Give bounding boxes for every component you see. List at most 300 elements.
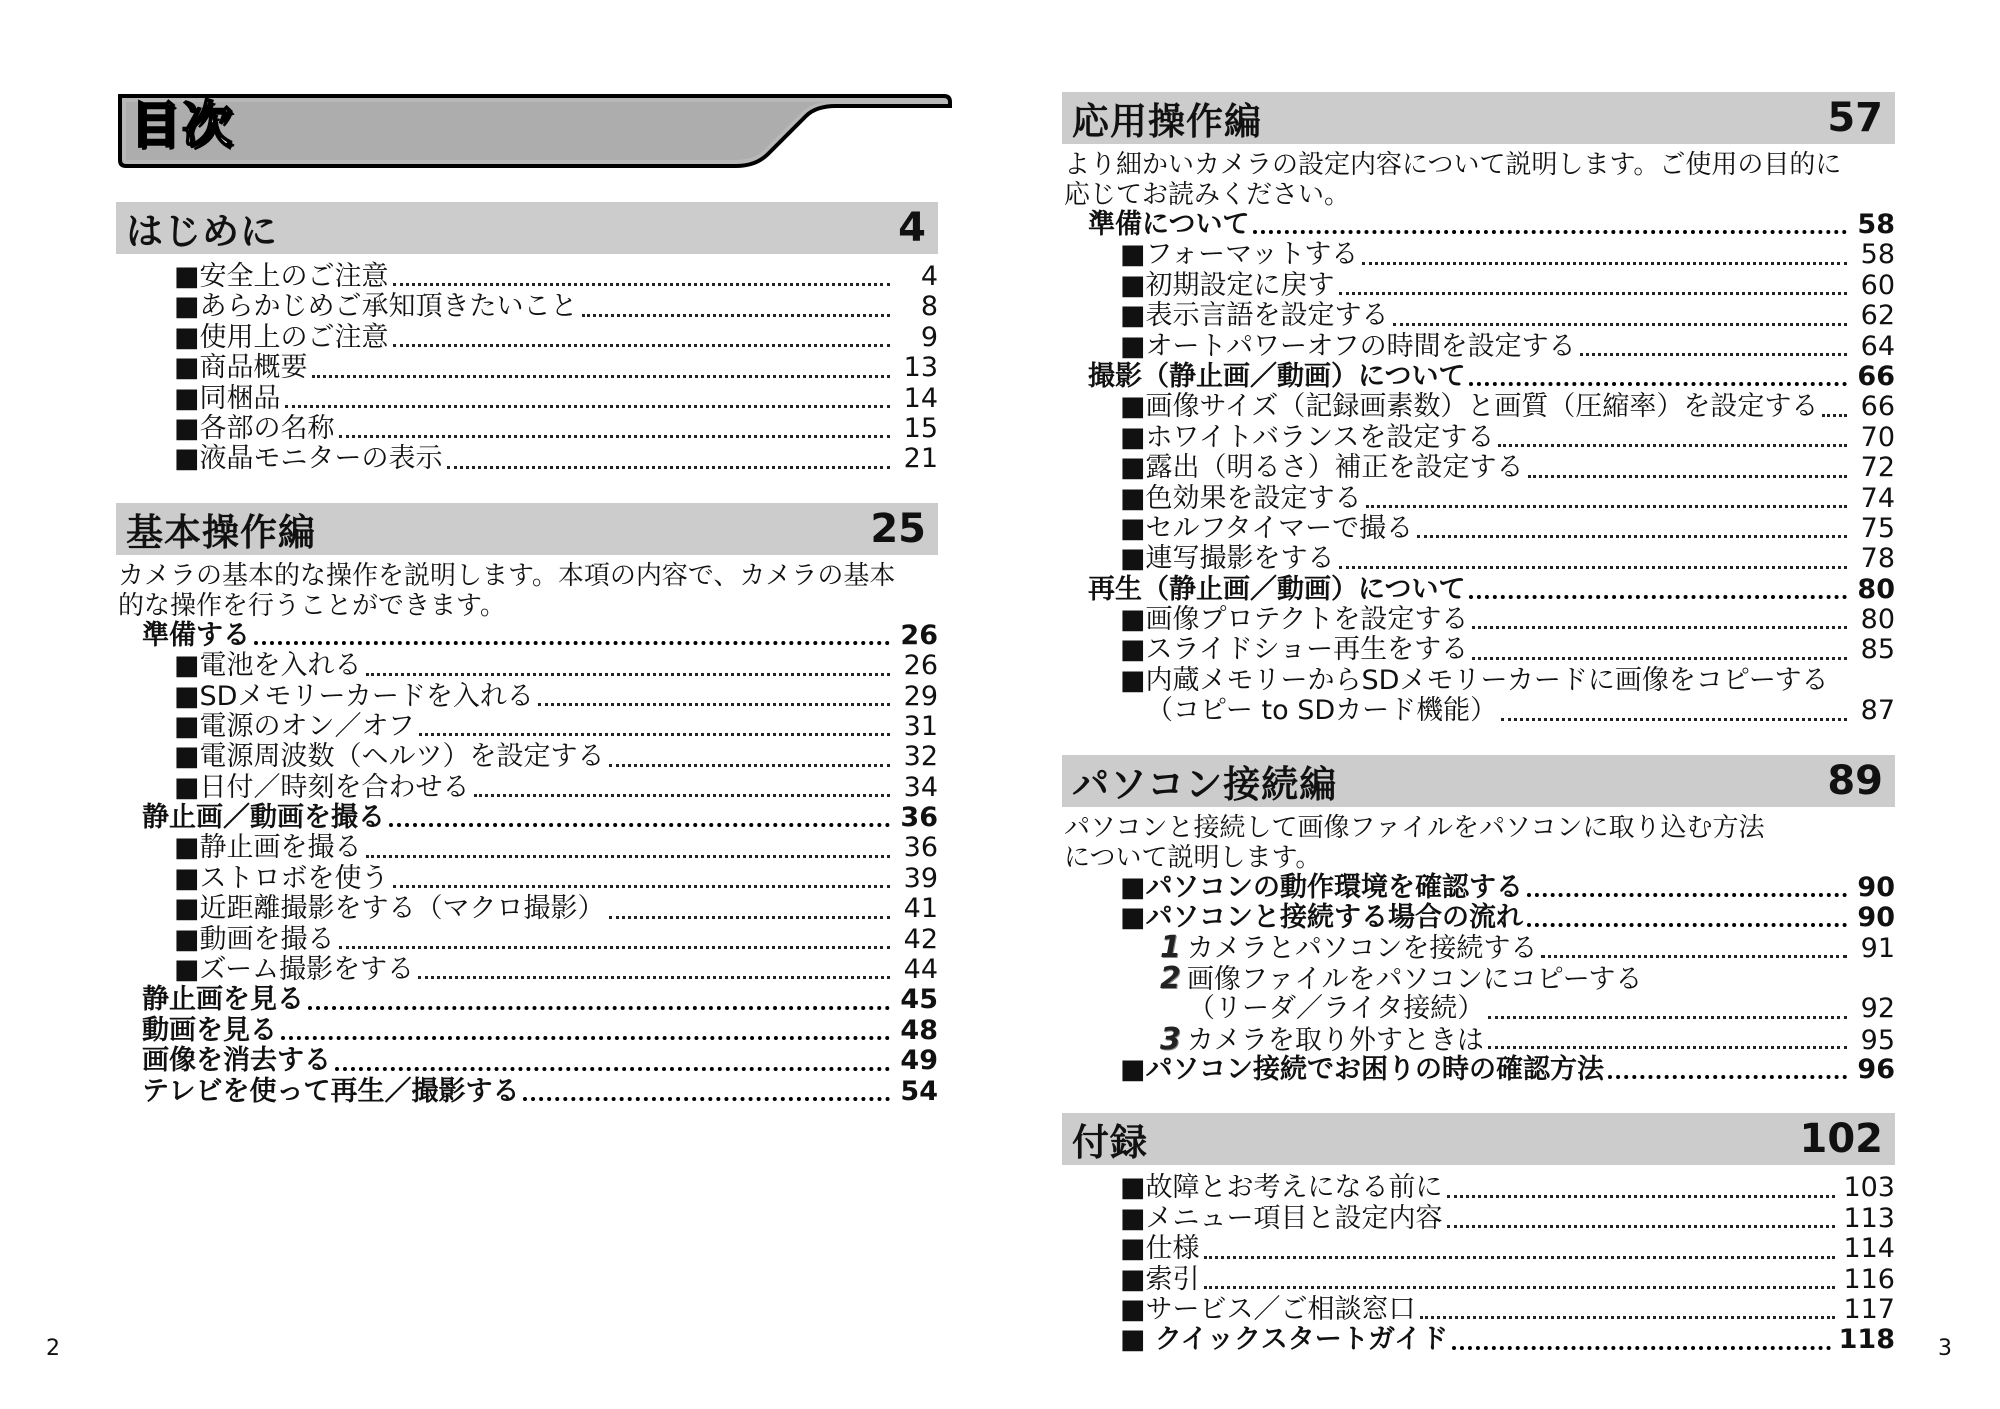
toc-row[interactable] [116,864,938,894]
toc-text: ■表示言語を設定する [1120,300,1389,332]
section-header-hajimeni [116,202,938,254]
toc-text: カメラとパソコンを接続する [1186,933,1538,965]
leader-dots [447,458,890,469]
toc-text: ■索引 [1120,1263,1200,1295]
toc-text: ■液晶モニターの表示 [174,443,443,475]
toc-group-row[interactable] [116,1046,938,1076]
toc-page: 116 [1843,1263,1895,1295]
toc-row[interactable] [1062,903,1895,933]
toc-text: ■ストロボを使う [174,862,389,894]
toc-label [1188,994,1484,1024]
toc-text: （リーダ／ライタ接続） [1188,993,1485,1025]
toc-page: 36 [903,832,938,864]
toc-row[interactable] [116,651,938,681]
toc-row[interactable] [1062,605,1895,635]
toc-text: 再生（静止画／動画）について [1088,573,1466,605]
toc-row[interactable] [116,384,938,414]
toc-text: 静止画／動画を撮る [142,802,385,834]
toc-row[interactable] [1062,271,1895,301]
toc-label [174,262,389,292]
step-number-icon: 3 [1160,1021,1181,1057]
toc-row[interactable] [1062,301,1895,331]
section-title: 基本操作編 [126,510,316,554]
toc-text: ■商品概要 [174,352,308,384]
toc-label [1120,271,1335,301]
toc-row[interactable] [1062,873,1895,903]
toc-row[interactable] [116,323,938,353]
page-number-left: 2 [46,1336,60,1361]
toc-row[interactable] [1062,484,1895,514]
toc-page: 113 [1843,1202,1895,1234]
section-header-kihon [116,503,938,555]
toc-label [1120,1265,1200,1295]
section-page: 57 [1827,95,1883,141]
section-items [1062,1173,1895,1355]
toc-page: 117 [1843,1293,1895,1325]
toc-text: ■同梱品 [174,382,281,414]
toc-text: ■メニュー項目と設定内容 [1120,1202,1443,1234]
toc-label [1120,514,1413,544]
toc-label [1120,1173,1443,1203]
toc-label [1088,210,1249,240]
toc-group-row[interactable] [116,985,938,1015]
leader-dots [1339,558,1847,569]
toc-page: 36 [900,802,938,834]
toc-row[interactable] [1062,332,1895,362]
section-groups [1062,210,1895,696]
section-page: 4 [898,205,926,251]
toc-text: 静止画を見る [142,984,304,1016]
toc-text: ■パソコンの動作環境を確認する [1120,871,1523,903]
toc-page: 60 [1860,269,1895,301]
toc-page: 74 [1860,482,1895,514]
toc-text: 画像ファイルをパソコンにコピーする [1186,963,1643,995]
toc-row[interactable] [116,292,938,322]
toc-text: ■スライドショー再生をする [1120,634,1469,666]
leader-dots [1528,467,1847,478]
toc-label [1120,453,1524,483]
leader-dots [1253,222,1847,234]
leader-dots [254,633,890,645]
toc-row[interactable] [1062,1265,1895,1295]
leader-dots [285,397,890,408]
section-intro [116,561,938,621]
toc-text: ■ クイックスタートガイド [1120,1324,1449,1356]
toc-row[interactable] [1062,1055,1895,1085]
toc-step-row[interactable] [1062,1021,1895,1057]
toc-row[interactable] [116,444,938,474]
section-title: パソコン接続編 [1072,762,1338,806]
toc-page: 26 [900,619,938,651]
toc-label [174,414,335,444]
toc-text: ■画像プロテクトを設定する [1120,604,1469,636]
leader-dots [419,725,890,736]
leader-dots [1204,1248,1836,1259]
toc-label [1120,635,1468,665]
toc-row[interactable] [1062,1204,1895,1234]
leader-dots [335,1059,890,1071]
leader-dots [538,695,890,706]
leader-dots [1366,497,1847,508]
toc-page: 72 [1860,452,1895,484]
section-intro [1062,813,1895,873]
leader-dots [393,336,890,347]
toc-page: 31 [903,710,938,742]
section-groups [116,621,938,1107]
toc-label [1088,362,1465,392]
toc-text: ■SDメモリーカードを入れる [174,680,534,712]
intro-line: パソコンと接続して画像ファイルをパソコンに取り込む方法 [1064,812,1765,843]
leader-dots [281,1028,890,1040]
toc-page: 96 [1857,1053,1895,1085]
toc-text: ■色効果を設定する [1120,482,1362,514]
section-page: 25 [870,505,926,552]
toc-text: ■故障とお考えになる前に [1120,1172,1443,1204]
section-title: 付録 [1072,1121,1148,1165]
leader-dots [1469,374,1847,386]
toc-text: 画像を消去する [142,1045,331,1077]
toc-label [1120,1204,1443,1234]
toc-page: 42 [903,923,938,955]
toc-label [142,803,385,833]
toc-label [174,742,605,772]
toc-label [174,444,443,474]
toc-page: 13 [903,352,938,384]
toc-text: 撮影（静止画／動画）について [1088,360,1466,392]
toc-page: 21 [903,443,938,475]
toc-text: ■連写撮影をする [1120,543,1335,575]
toc-page: 29 [903,680,938,712]
toc-text: ■オートパワーオフの時間を設定する [1120,330,1576,362]
toc-text: 動画を見る [142,1014,277,1046]
toc-group-row[interactable] [116,803,938,833]
toc-page: 44 [903,954,938,986]
toc-page: 118 [1838,1324,1895,1356]
leader-dots [1420,1308,1836,1319]
toc-page: 48 [900,1014,938,1046]
section-page: 102 [1799,1116,1883,1163]
toc-text: ■セルフタイマーで撮る [1120,512,1414,544]
leader-dots [1488,1008,1847,1019]
toc-text: ■日付／時刻を合わせる [174,771,470,803]
toc-label [174,773,470,803]
toc-label [1120,544,1335,574]
leader-dots [1498,436,1847,447]
leader-dots [366,665,890,676]
toc-label [1120,1055,1604,1085]
step-number-icon: 1 [1160,930,1181,966]
toc-text: ■使用上のご注意 [174,321,389,353]
toc-label [1120,240,1358,270]
leader-dots [1362,254,1847,265]
leader-dots [1447,1217,1836,1228]
toc-label [1120,1295,1416,1325]
toc-text: 準備する [142,619,250,651]
toc-text: ■パソコンと接続する場合の流れ [1120,902,1523,934]
toc-label [1120,484,1362,514]
toc-row[interactable] [1062,1295,1895,1325]
toc-label [142,985,304,1015]
toc-page: 34 [903,771,938,803]
section-header-pasokon [1062,755,1895,807]
title-banner-shape [116,92,952,172]
toc-text: ■ズーム撮影をする [174,954,415,986]
leader-dots [366,847,890,858]
toc-row[interactable] [116,894,938,924]
toc-row[interactable] [1062,453,1895,483]
toc-page: 45 [900,984,938,1016]
toc-label [174,833,362,863]
toc-row[interactable] [116,773,938,803]
toc-label [174,384,281,414]
toc-page: 90 [1857,902,1895,934]
leader-dots [1472,649,1847,660]
toc-row[interactable] [116,833,938,863]
leader-dots [1501,710,1847,721]
toc-text: ■仕様 [1120,1233,1200,1265]
intro-line: より細かいカメラの設定内容について説明します。ご使用の目的に [1064,150,1842,180]
toc-row[interactable] [116,682,938,712]
section-page: 89 [1827,757,1883,804]
step-number-icon: 2 [1160,960,1181,996]
toc-page: 75 [1860,512,1895,544]
toc-page: 78 [1860,543,1895,575]
toc-row[interactable] [1062,1173,1895,1203]
toc-label [1120,666,1828,696]
toc-label [174,894,605,924]
toc-row[interactable] [1062,392,1895,422]
leader-dots [1608,1067,1847,1079]
toc-label [174,353,308,383]
toc-label [1120,332,1576,362]
toc-label [142,1046,331,1076]
toc-row[interactable] [1062,423,1895,453]
toc-label [1160,1021,1484,1057]
toc-text: ■内蔵メモリーからSDメモリーカードに画像をコピーする [1120,664,1829,696]
toc-group-row[interactable] [116,1016,938,1046]
toc-page: 8 [920,291,938,323]
toc-page: 62 [1860,300,1895,332]
toc-label [1160,960,1643,996]
leader-dots [523,1089,890,1101]
toc-row[interactable] [1062,635,1895,665]
section-items [1062,873,1895,1086]
leader-dots [1417,527,1847,538]
toc-page: 92 [1860,993,1895,1025]
toc-page: 41 [903,893,938,925]
toc-text: ■各部の名称 [174,412,335,444]
intro-line: 的な操作を行うことができます。 [118,590,506,621]
section-header-furoku [1062,1113,1895,1165]
right-column [1062,92,1895,1356]
leader-dots [339,938,890,949]
section-title: はじめに [126,210,278,253]
toc-label [1120,1234,1200,1264]
leader-dots [393,275,890,286]
toc-label [1120,873,1523,903]
page-number-right: 3 [1938,1336,1952,1361]
toc-text: ■フォーマットする [1120,239,1359,271]
toc-text: ■動画を撮る [174,923,335,955]
toc-label [1160,930,1538,966]
toc-page: 54 [900,1075,938,1107]
toc-text: テレビを使って再生／撮影する [142,1075,520,1107]
toc-label [174,682,534,712]
toc-text: カメラを取り外すときは [1186,1024,1484,1056]
toc-page: 66 [1860,391,1895,423]
toc-label [174,955,414,985]
toc-group-row[interactable] [1062,210,1895,240]
leader-dots [1527,885,1847,897]
leader-dots [1527,915,1847,927]
toc-label [142,621,250,651]
toc-step-row[interactable] [1062,960,1895,996]
toc-page: 95 [1860,1024,1895,1056]
intro-line: 応じてお読みください。 [1064,180,1351,210]
toc-text: 準備について [1088,209,1250,240]
toc-text: ■ホワイトバランスを設定する [1120,421,1495,453]
toc-label [174,323,389,353]
leader-dots [308,998,890,1010]
toc-page: 103 [1843,1172,1895,1204]
leader-dots [389,815,890,827]
toc-page: 87 [1860,695,1895,727]
leader-dots [609,756,890,767]
toc-page: 4 [920,261,938,292]
toc-row[interactable] [1062,1234,1895,1264]
toc-page: 15 [903,412,938,444]
leader-dots [1204,1278,1836,1289]
toc-page: 14 [903,382,938,414]
leader-dots [418,968,890,979]
toc-label [174,712,415,742]
toc-page: 26 [903,650,938,682]
toc-label [1120,301,1389,331]
toc-row[interactable] [1062,514,1895,544]
toc-label [1120,903,1523,933]
section-intro [1062,150,1895,210]
toc-step-row[interactable] [1062,930,1895,966]
toc-label [1120,1325,1448,1355]
toc-page: 58 [1857,209,1895,240]
leader-dots [1541,947,1847,958]
toc-group-row[interactable] [1062,575,1895,605]
toc-text: ■電源周波数（ヘルツ）を設定する [174,741,605,773]
toc-label [174,925,335,955]
toc-row[interactable] [1062,544,1895,574]
toc-label [174,864,389,894]
toc-row[interactable] [116,925,938,955]
toc-row[interactable] [1062,240,1895,270]
toc-page: 66 [1857,360,1895,392]
leader-dots [393,877,890,888]
toc-page: 90 [1857,871,1895,903]
toc-row[interactable] [1062,666,1895,696]
toc-page: 64 [1860,330,1895,362]
toc-page: 85 [1860,634,1895,666]
leader-dots [474,786,890,797]
leader-dots [582,306,890,317]
leader-dots [609,908,890,919]
leader-dots [1646,980,1847,988]
leader-dots [1393,315,1847,326]
leader-dots [1832,682,1847,690]
leader-dots [312,367,890,378]
toc-row[interactable] [116,353,938,383]
toc-page: 114 [1843,1233,1895,1265]
leader-dots [1488,1038,1847,1049]
toc-label [1120,423,1494,453]
toc-label [1120,392,1818,422]
toc-text: ■露出（明るさ）補正を設定する [1120,452,1524,484]
leader-dots [1447,1187,1836,1198]
toc-label [142,1016,277,1046]
leader-dots [1822,406,1847,417]
toc-text: ■静止画を撮る [174,832,362,864]
toc-page: 58 [1860,239,1895,271]
toc-page: 9 [920,321,938,353]
leader-dots [1452,1338,1830,1350]
intro-line: カメラの基本的な操作を説明します。本項の内容で、カメラの基本 [118,560,896,591]
toc-row[interactable] [116,414,938,444]
leader-dots [1472,618,1847,629]
toc-row[interactable] [1062,696,1895,726]
toc-page: 32 [903,741,938,773]
section-title: 応用操作編 [1072,100,1262,143]
toc-row[interactable] [116,712,938,742]
toc-label [1088,575,1465,605]
toc-page: 80 [1860,604,1895,636]
leader-dots [339,427,890,438]
toc-label [142,1077,519,1107]
toc-group-row[interactable] [116,1077,938,1107]
toc-text: ■近距離撮影をする（マクロ撮影） [174,893,605,925]
toc-label: （コピー to SDカード機能） [1146,695,1498,727]
left-column [116,92,938,1107]
toc-page: 49 [900,1045,938,1077]
toc-text: ■安全上のご注意 [174,261,389,292]
toc-page: 91 [1860,933,1895,965]
toc-row[interactable] [1062,1325,1895,1355]
toc-row[interactable] [116,262,938,292]
toc-text: ■サービス／ご相談窓口 [1120,1293,1416,1325]
toc-page: 80 [1857,573,1895,605]
toc-row[interactable] [116,742,938,772]
toc-text: ■あらかじめご承知頂きたいこと [174,291,578,323]
toc-text: ■パソコン接続でお困りの時の確認方法 [1120,1053,1604,1085]
title-banner [116,92,952,172]
toc-label [174,651,362,681]
toc-text: ■電源のオン／オフ [174,710,415,742]
section-items [116,262,938,475]
toc-label [1120,605,1468,635]
intro-line: について説明します。 [1064,842,1322,873]
leader-dots [1580,345,1847,356]
toc-page: 39 [903,862,938,894]
toc-group-row[interactable] [1062,362,1895,392]
toc-text: ■初期設定に戻す [1120,269,1335,301]
toc-row[interactable] [116,955,938,985]
toc-page: 70 [1860,421,1895,453]
page-title: 目次 [130,96,234,154]
toc-text: ■電池を入れる [174,650,362,682]
leader-dots [1339,284,1847,295]
toc-text: ■画像サイズ（記録画素数）と画質（圧縮率）を設定する [1120,391,1819,423]
toc-group-row[interactable] [116,621,938,651]
toc-label [174,292,578,322]
leader-dots [1469,587,1847,599]
toc-step-row[interactable] [1062,994,1895,1024]
